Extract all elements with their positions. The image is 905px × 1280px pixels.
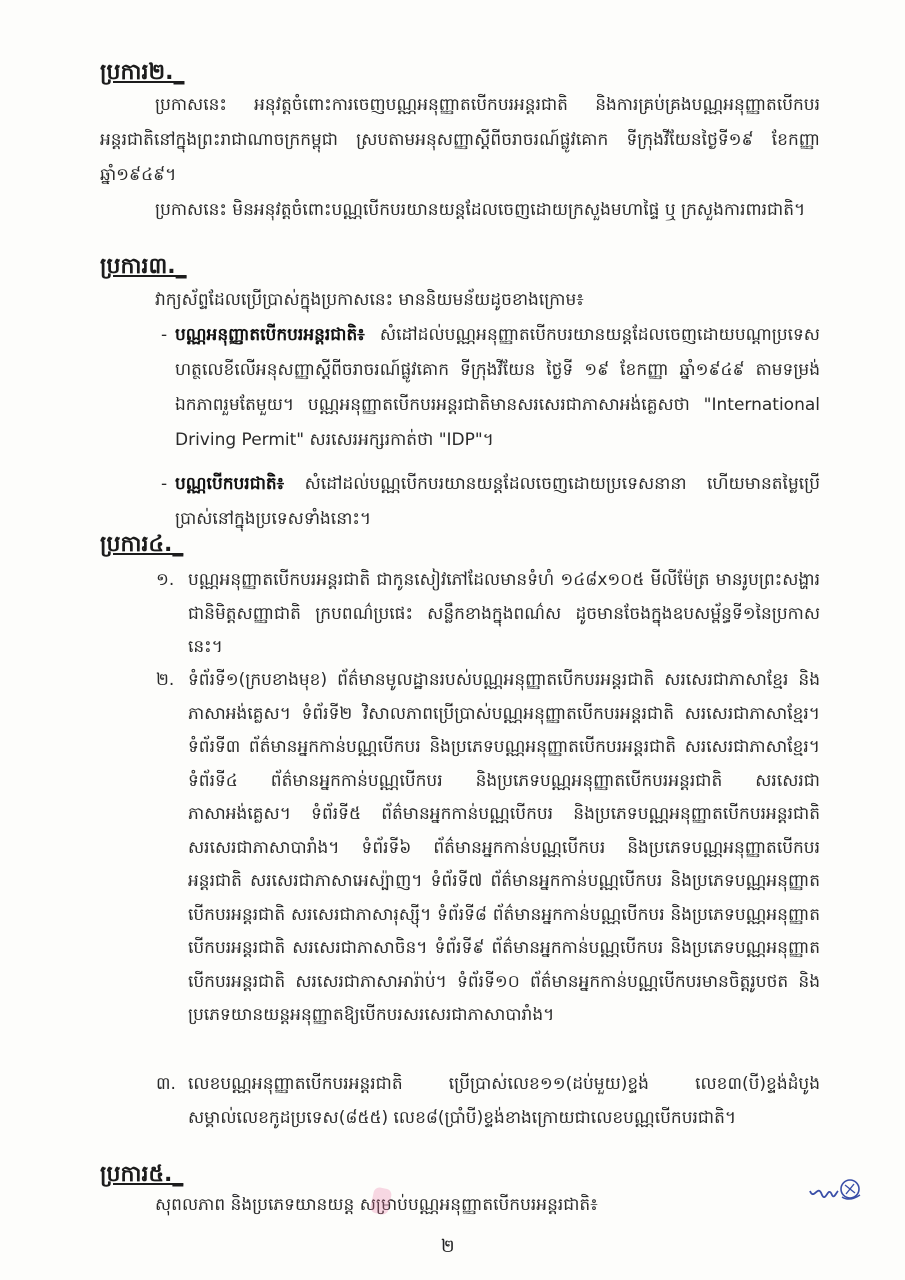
definition-national-license-text: សំដៅដល់បណ្ណបើកបរយានយន្តដែលចេញដោយប្រទេសនានា ហើយមានតម្លៃប្រើប្រាស់នៅក្នុងប្រទេសទាំងនោះ។ bbox=[175, 474, 820, 529]
article-5-intro: សុពលភាព និងប្រភេទយានយន្ត សម្រាប់បណ្ណអនុញ្ញាតបើកបរអន្តរជាតិ៖ bbox=[155, 1195, 598, 1215]
bullet-dash: - bbox=[161, 325, 168, 345]
heading-article-3: ប្រការ៣._ bbox=[100, 254, 187, 279]
page-number: ២ bbox=[441, 1236, 455, 1257]
heading-article-4: ប្រការ៤._ bbox=[100, 532, 184, 557]
article-3-intro: វាក្យស័ព្ទដែលប្រើប្រាស់ក្នុងប្រកាសនេះ មាននិយមន័យដូចខាងក្រោម៖ bbox=[155, 290, 584, 310]
definition-national-license bbox=[161, 467, 820, 537]
article-2-paragraph-1: ប្រកាសនេះ អនុវត្តចំពោះការចេញបណ្ណអនុញ្ញាតបើកបរអន្តរជាតិ និងការគ្រប់គ្រងបណ្ណអនុញ្ញាតបើកបរអន្តរជាតិនៅក្នុងព្រះរាជាណាចក្រកម្ពុជា ស្របតាមអនុសញ្ញាស្តីពីចរាចរណ៍ផ្លូវគោក ទីក្រុងវីយែនថ្ងៃទី១៩ ខែកញ្ញា ឆ្នាំ១៩៤៩។ bbox=[100, 95, 820, 185]
article-4-item-2 bbox=[156, 664, 820, 1033]
initials-signature bbox=[806, 1175, 866, 1207]
definition-idp-term: បណ្ណអនុញ្ញាតបើកបរអន្តរជាតិ៖ bbox=[175, 325, 365, 345]
bullet-dash: - bbox=[161, 474, 168, 494]
item-number: ២. bbox=[156, 670, 175, 690]
article-2-paragraph-2: ប្រកាសនេះ មិនអនុវត្តចំពោះបណ្ណបើកបរយានយន្តដែលចេញដោយក្រសួងមហាផ្ទៃ ឬ ក្រសួងការពារជាតិ។ bbox=[155, 200, 806, 220]
item-number: ១. bbox=[156, 570, 175, 590]
article-4-item-1 bbox=[156, 564, 820, 665]
heading-article-2: ប្រការ២._ bbox=[100, 60, 185, 85]
heading-article-5: ប្រការ៥._ bbox=[100, 1162, 184, 1187]
article-4-item-3 bbox=[156, 1068, 820, 1135]
definition-idp bbox=[161, 318, 820, 458]
article-4-item-1-text: បណ្ណអនុញ្ញាតបើកបរអន្តរជាតិ ជាកូនសៀវភៅដែលមានទំហំ ១៤៨x១០៥ មីលីម៉ែត្រ មានរូបព្រះសង្ហារជានិមិត្តសញ្ញាជាតិ ក្របពណ៌ប្រផេះ សន្លឹកខាងក្នុងពណ៌ស ដូចមានចែងក្នុងឧបសម្ព័ន្ធទី១នៃប្រកាសនេះ។ bbox=[188, 570, 820, 657]
article-4-item-2-text: ទំព័រទី១(ក្របខាងមុខ) ព័ត៌មានមូលដ្ឋានរបស់បណ្ណអនុញ្ញាតបើកបរអន្តរជាតិ សរសេរជាភាសាខ្មែរ និងភាសាអង់គ្លេស។ ទំព័រទី២ វិសាលភាពប្រើប្រាស់បណ្ណអនុញ្ញាតបើកបរអន្តរជាតិ សរសេរជាភាសាខ្មែរ។ ទំព័រទី៣ ព័ត៌មានអ្នកកាន់បណ្ណបើកបរ និងប្រភេទបណ្ណអនុញ្ញាតបើកបរអន្តរជាតិ សរសេរជាភាសាខ្មែរ។ ទំព័រទី៤ ព័ត៌មានអ្នកកាន់បណ្ណបើកបរ និងប្រភេទបណ្ណអនុញ្ញាតបើកបរអន្តរជាតិ សរសេរជាភាសាអង់គ្លេស។ ទំព័រទី៥ ព័ត៌មានអ្នកកាន់បណ្ណបើកបរ និងប្រភេទបណ្ណអនុញ្ញាតបើកបរអន្តរជាតិ សរសេរជាភាសាបារាំង។ ទំព័រទី៦ ព័ត៌មានអ្នកកាន់បណ្ណបើកបរ និងប្រភេទបណ្ណអនុញ្ញាតបើកបរអន្តរជាតិ សរសេរជាភាសាអេស្ប៉ាញ។ ទំព័រទី៧ ព័ត៌មានអ្នកកាន់បណ្ណបើកបរ និងប្រភេទបណ្ណអនុញ្ញាតបើកបរអន្តរជាតិ សរសេរជាភាសារុស្ស៊ី។ ទំព័រទី៨ ព័ត៌មានអ្នកកាន់បណ្ណបើកបរ និងប្រភេទបណ្ណអនុញ្ញាតបើកបរអន្តរជាតិ សរសេរជាភាសាចិន។ ទំព័រទី៩ ព័ត៌មានអ្នកកាន់បណ្ណបើកបរ និងប្រភេទបណ្ណអនុញ្ញាតបើកបរអន្តរជាតិ សរសេរជាភាសាអារ៉ាប់។ ទំព័រទី១០ ព័ត៌មានអ្នកកាន់បណ្ណបើកបរមានចិត្តរូបថត និងប្រភេទយានយន្តអនុញ្ញាតឱ្យបើកបរសរសេរជាភាសាបារាំង។ bbox=[188, 670, 820, 1025]
article-4-item-3-text: លេខបណ្ណអនុញ្ញាតបើកបរអន្តរជាតិ ប្រើប្រាស់លេខ១១(ដប់មួយ)ខ្ទង់ លេខ៣(បី)ខ្ទង់ដំបូងសម្គាល់លេខកូដប្រទេស(៨៥៥) លេខ៨(ប្រាំបី)ខ្ទង់ខាងក្រោយជាលេខបណ្ណបើកបរជាតិ។ bbox=[188, 1074, 820, 1128]
item-number: ៣. bbox=[156, 1074, 176, 1094]
definition-idp-text: សំដៅដល់បណ្ណអនុញ្ញាតបើកបរយានយន្តដែលចេញដោយបណ្តាប្រទេសហត្ថលេខីលើអនុសញ្ញាស្តីពីចរាចរណ៍ផ្លូវគោក ទីក្រុងវីយែន ថ្ងៃទី ១៩ ខែកញ្ញា ឆ្នាំ១៩៤៩ តាមទម្រង់ឯកភាពរួមតែមួយ។ បណ្ណអនុញ្ញាតបើកបរអន្តរជាតិមានសរសេរជាភាសាអង់គ្លេសថា "International Driving Permit" សរសេរអក្សរកាត់ថា "IDP"។ bbox=[175, 325, 820, 450]
definition-national-license-term: បណ្ណបើកបរជាតិ៖ bbox=[175, 474, 285, 494]
